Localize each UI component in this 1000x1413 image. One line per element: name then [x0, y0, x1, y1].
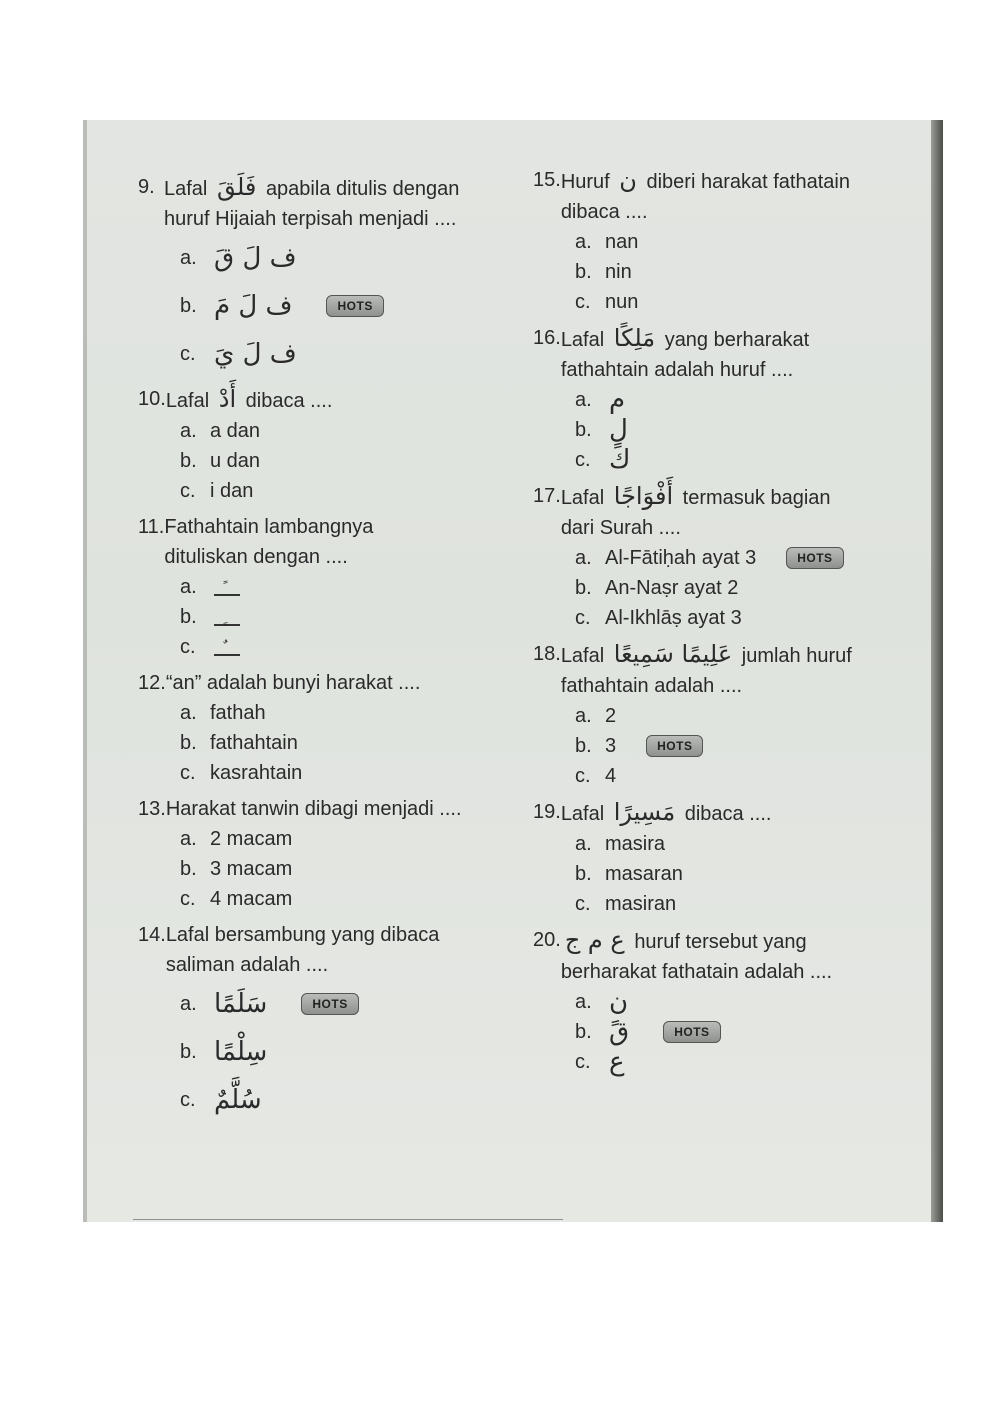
question-text: Harakat tanwin dibagi menjadi .... — [165, 798, 462, 820]
hots-badge: HOTS — [326, 295, 383, 317]
question-10 — [138, 384, 518, 506]
option-a[interactable]: a. masira — [575, 833, 666, 855]
question-9 — [138, 172, 518, 378]
question-15 — [533, 165, 923, 317]
question-12 — [138, 668, 518, 788]
option-a[interactable]: a. nan — [575, 231, 639, 253]
option-b[interactable]: b. قً HOTS — [575, 1017, 923, 1047]
question-number: 16. — [533, 327, 561, 349]
right-column — [533, 165, 923, 1083]
option-b[interactable]: b. ف لَ مَ HOTS — [180, 282, 518, 330]
option-b[interactable]: b. u dan — [180, 450, 261, 472]
worksheet-photo — [83, 120, 943, 1222]
question-text: Lafal bersambung yang dibaca saliman adalah .... — [165, 924, 440, 976]
question-number: 18. — [533, 643, 561, 665]
arabic-word: مَلِكًا — [613, 324, 656, 352]
tanwin-mark — [214, 638, 240, 656]
question-14 — [138, 920, 518, 1124]
option-a[interactable]: a. — [180, 572, 518, 602]
option-b[interactable]: b. 3 macam — [180, 858, 293, 880]
question-number: 15. — [533, 169, 561, 191]
hots-badge: HOTS — [663, 1021, 720, 1043]
option-a[interactable]: a. Al-Fātiḥah ayat 3 HOTS — [575, 543, 923, 573]
question-number: 19. — [533, 801, 561, 823]
question-20 — [533, 925, 923, 1077]
question-number: 9. — [138, 176, 155, 198]
page-edge-left — [83, 120, 87, 1222]
option-c[interactable]: c. nun — [575, 291, 639, 313]
hots-badge: HOTS — [646, 735, 703, 757]
option-c[interactable]: c. ع — [575, 1047, 625, 1077]
question-13 — [138, 794, 518, 914]
option-c[interactable]: c. masiran — [575, 893, 677, 915]
option-a[interactable]: a. 2 — [575, 705, 617, 727]
question-text: Lafal مَلِكًا yang berharakat fathahtain adalah huruf .... — [560, 324, 810, 381]
question-text: Lafal مَسِيرًا dibaca .... — [560, 798, 772, 826]
option-a[interactable]: a. ن — [575, 987, 629, 1017]
option-c[interactable]: c. سُلَّمٌ — [180, 1085, 262, 1115]
option-c[interactable]: c. 4 macam — [180, 888, 293, 910]
option-b[interactable]: b. — [180, 602, 518, 632]
question-text: Lafal أَدْ dibaca .... — [165, 385, 333, 413]
option-b[interactable]: b. An-Naṣr ayat 2 — [575, 577, 739, 599]
option-c[interactable]: c. kasrahtain — [180, 762, 303, 784]
question-number: 14. — [138, 924, 166, 946]
option-b[interactable]: b. 3 HOTS — [575, 731, 923, 761]
option-c[interactable]: c. i dan — [180, 480, 254, 502]
left-column — [138, 172, 518, 1130]
question-text: Fathahtain lambangnya dituliskan dengan .... — [164, 516, 374, 568]
tanwin-mark — [214, 608, 240, 626]
question-11 — [138, 512, 518, 662]
option-c[interactable]: c. Al-Ikhlāṣ ayat 3 — [575, 607, 742, 629]
arabic-word: أَدْ — [218, 385, 237, 413]
arabic-letters: ع م ج — [564, 926, 625, 954]
option-a[interactable]: a. ف لَ قَ — [180, 243, 297, 273]
hots-badge: HOTS — [301, 993, 358, 1015]
option-c[interactable]: c. 4 — [575, 765, 617, 787]
question-text: “an” adalah bunyi harakat .... — [165, 672, 421, 694]
option-b[interactable]: b. ل — [575, 415, 628, 445]
question-text: Huruf ن diberi harakat fathatain dibaca .... — [560, 166, 850, 223]
question-18 — [533, 639, 923, 791]
arabic-word: أَفْوَاجًا — [613, 482, 674, 510]
tanwin-mark — [214, 578, 240, 596]
question-number: 13. — [138, 798, 166, 820]
question-19 — [533, 797, 923, 919]
question-number: 12. — [138, 672, 166, 694]
question-number: 11. — [138, 516, 165, 538]
option-a[interactable]: a. سَلَمًا HOTS — [180, 980, 518, 1028]
option-c[interactable]: c. كً — [575, 445, 631, 475]
option-c[interactable]: c. — [180, 632, 518, 662]
question-text: Lafal عَلِيمًا سَمِيعًا jumlah huruf fathahtain adalah .... — [560, 640, 852, 697]
bottom-rule — [133, 1219, 563, 1220]
question-number: 10. — [138, 388, 166, 410]
option-a[interactable]: a. م — [575, 385, 626, 415]
page-edge-right — [931, 120, 943, 1222]
option-a[interactable]: a. 2 macam — [180, 828, 293, 850]
question-17 — [533, 481, 923, 633]
option-b[interactable]: b. nin — [575, 261, 632, 283]
question-text: Lafal أَفْوَاجًا termasuk bagian dari Surah .... — [560, 482, 831, 539]
option-c[interactable]: c. ف لَ يَ — [180, 339, 297, 369]
question-number: 20. — [533, 929, 561, 951]
option-b[interactable]: b. سِلْمًا — [180, 1037, 268, 1067]
question-text: Lafal فَلَقَ apabila ditulis dengan huruf Hijaiah terpisah menjadi .... — [164, 173, 460, 230]
arabic-word: مَسِيرًا — [613, 798, 676, 826]
question-16 — [533, 323, 923, 475]
option-a[interactable]: a. a dan — [180, 420, 261, 442]
option-a[interactable]: a. fathah — [180, 702, 266, 724]
question-text: ع م ج huruf tersebut yang berharakat fathatain adalah .... — [560, 926, 833, 983]
arabic-word: عَلِيمًا سَمِيعًا — [613, 640, 733, 668]
option-b[interactable]: b. masaran — [575, 863, 683, 885]
arabic-letter: ن — [619, 166, 637, 194]
hots-badge: HOTS — [786, 547, 843, 569]
option-b[interactable]: b. fathahtain — [180, 732, 298, 754]
question-number: 17. — [533, 485, 561, 507]
arabic-word: فَلَقَ — [216, 173, 257, 201]
